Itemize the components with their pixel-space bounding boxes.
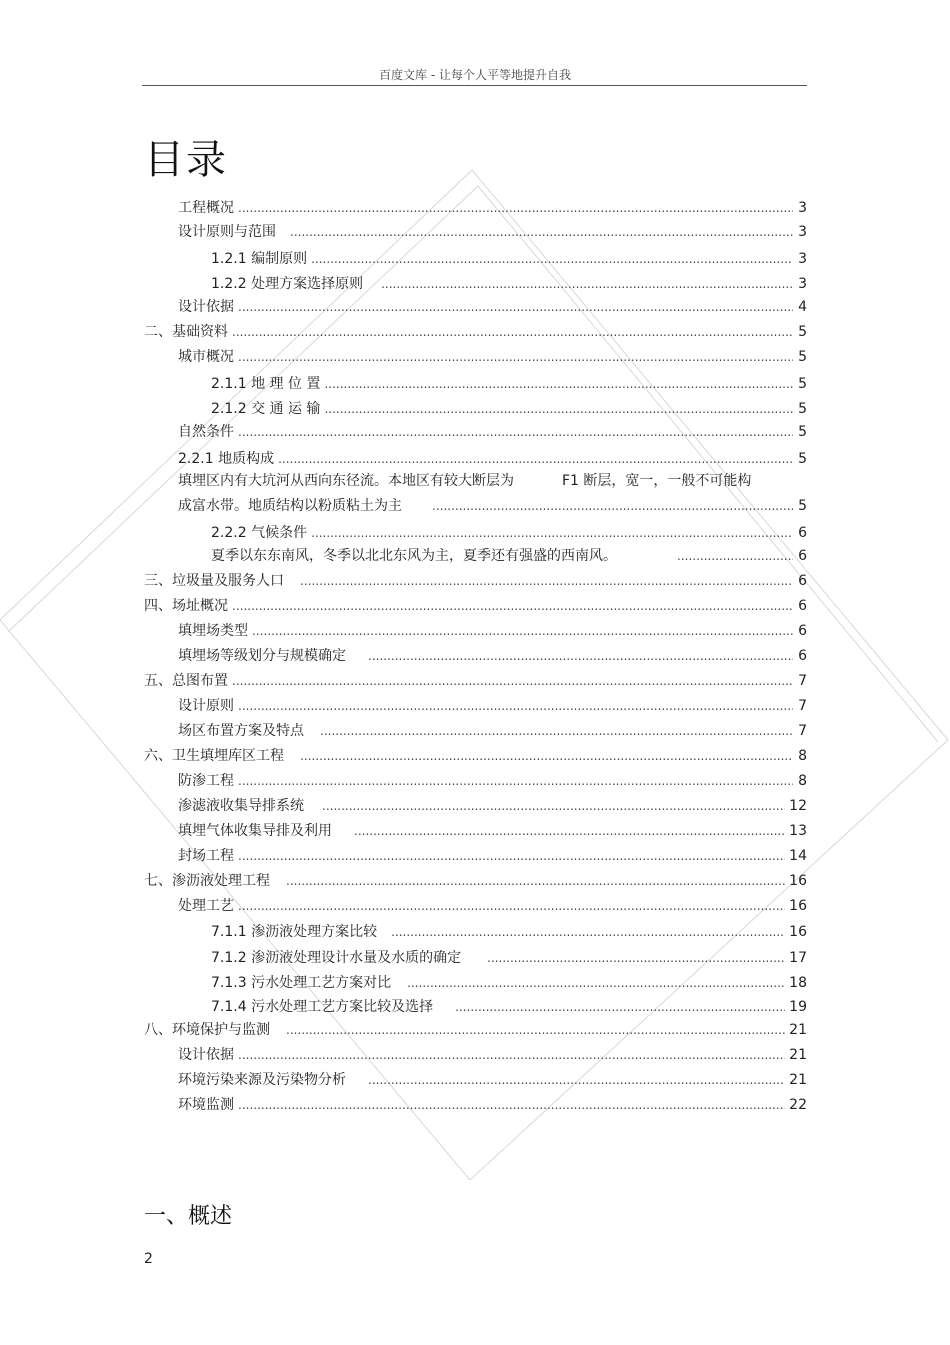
toc-entry-label: 7.1.3 污水处理工艺方案对比	[211, 975, 392, 991]
toc-entry-page: 5	[798, 498, 807, 514]
toc-entry-label: 自然条件	[178, 424, 234, 440]
leader-dots	[252, 624, 793, 638]
toc-entry[interactable]	[144, 670, 807, 690]
toc-entry-page: 8	[798, 773, 807, 789]
toc-entry-page: 3	[798, 224, 807, 240]
toc-entry-label: 设计原则与范围	[178, 224, 276, 240]
toc-title: 目录	[144, 137, 228, 183]
leader-dots	[320, 724, 793, 738]
toc-entry[interactable]	[211, 972, 807, 992]
toc-entry-label: 二、基础资料	[144, 324, 228, 340]
toc-entry-label: 四、场址概况	[144, 598, 228, 614]
toc-entry-label: 1.2.2 处理方案选择原则	[211, 276, 364, 292]
leader-dots	[238, 350, 793, 364]
toc-entry[interactable]	[178, 620, 807, 640]
toc-entry[interactable]	[178, 448, 807, 468]
toc-entry-label: 渗滤液收集导排系统	[178, 798, 304, 814]
toc-entry-label: 设计原则	[178, 698, 234, 714]
leader-dots	[278, 452, 793, 466]
leader-dots	[290, 225, 793, 239]
page-header: 百度文库 - 让每个人平等地提升自我	[379, 68, 571, 82]
toc-entry-page: 6	[798, 623, 807, 639]
leader-dots	[286, 1023, 785, 1037]
toc-entry-page: 3	[798, 276, 807, 292]
leader-dots	[432, 499, 793, 513]
toc-entry-page: 5	[798, 376, 807, 392]
leader-dots	[300, 574, 793, 588]
toc-entry-label: 填埋场类型	[178, 623, 248, 639]
leader-dots	[232, 599, 793, 613]
toc-entry-page: 12	[789, 798, 807, 814]
toc-entry-page: 7	[798, 673, 807, 689]
toc-entry-label: 场区布置方案及特点	[178, 723, 304, 739]
toc-entry-page: 16	[789, 924, 807, 940]
toc-entry-label: 封场工程	[178, 848, 234, 864]
toc-entry[interactable]	[211, 996, 807, 1016]
toc-entry-label: 五、总图布置	[144, 673, 228, 689]
paragraph-text-right: F1 断层，宽一，一般不可能构	[562, 473, 752, 489]
toc-entry-page: 22	[789, 1097, 807, 1113]
leader-dots	[238, 300, 793, 314]
section-heading: 一、概述	[144, 1204, 233, 1229]
toc-entry[interactable]	[178, 495, 807, 515]
toc-entry-page: 3	[798, 200, 807, 216]
toc-entry-label: 填埋场等级划分与规模确定	[178, 648, 346, 664]
toc-entry[interactable]	[211, 947, 807, 967]
toc-entry-page: 21	[789, 1047, 807, 1063]
toc-entry[interactable]	[211, 545, 807, 565]
toc-entry-label: 八、环境保护与监测	[144, 1022, 270, 1038]
toc-entry-page: 8	[798, 748, 807, 764]
toc-entry-page: 16	[789, 898, 807, 914]
toc-entry[interactable]	[144, 1019, 807, 1039]
page-number: 2	[144, 1251, 153, 1267]
toc-entry-label: 设计依据	[178, 1047, 234, 1063]
leader-dots	[407, 976, 785, 990]
toc-entry[interactable]	[178, 197, 807, 217]
toc-entry-page: 7	[798, 723, 807, 739]
toc-entry[interactable]	[211, 398, 807, 418]
toc-entry-page: 19	[789, 999, 807, 1015]
toc-entry-label: 环境污染来源及污染物分析	[178, 1072, 346, 1088]
toc-entry[interactable]	[178, 296, 807, 316]
toc-entry[interactable]	[211, 248, 807, 268]
toc-entry[interactable]	[211, 373, 807, 393]
toc-entry[interactable]	[144, 570, 807, 590]
paragraph-line	[178, 470, 751, 490]
leader-dots	[238, 899, 785, 913]
toc-entry[interactable]	[178, 770, 807, 790]
leader-dots	[677, 549, 793, 563]
leader-dots	[487, 951, 785, 965]
toc-entry-page: 21	[789, 1072, 807, 1088]
toc-entry[interactable]	[178, 221, 807, 241]
leader-dots	[324, 402, 793, 416]
toc-entry-page: 5	[798, 401, 807, 417]
toc-entry[interactable]	[178, 720, 807, 740]
toc-entry-page: 21	[789, 1022, 807, 1038]
paragraph-text-left: 填埋区内有大坑河从西向东径流。本地区有较大断层为	[178, 473, 514, 489]
toc-entry-page: 3	[798, 251, 807, 267]
toc-entry-page: 6	[798, 525, 807, 541]
toc-entry-label: 2.1.2 交 通 运 输	[211, 401, 321, 417]
leader-dots	[232, 325, 793, 339]
leader-dots	[238, 849, 785, 863]
toc-entry[interactable]	[178, 795, 807, 815]
toc-entry-label: 处理工艺	[178, 898, 234, 914]
leader-dots	[238, 699, 793, 713]
toc-entry-label: 工程概况	[178, 200, 234, 216]
toc-entry-page: 18	[789, 975, 807, 991]
toc-entry-label: 7.1.2 渗沥液处理设计水量及水质的确定	[211, 950, 462, 966]
toc-entry[interactable]	[178, 820, 807, 840]
toc-entry-page: 17	[789, 950, 807, 966]
leader-dots	[238, 1098, 785, 1112]
toc-entry[interactable]	[178, 695, 807, 715]
toc-entry-label: 三、垃圾量及服务人口	[144, 573, 284, 589]
toc-entry-label: 环境监测	[178, 1097, 234, 1113]
leader-dots	[238, 774, 793, 788]
toc-entry-page: 6	[798, 548, 807, 564]
leader-dots	[368, 1073, 785, 1087]
toc-entry[interactable]	[178, 645, 807, 665]
toc-entry-label: 城市概况	[178, 349, 234, 365]
leader-dots	[286, 874, 785, 888]
leader-dots	[238, 201, 793, 215]
toc-entry-label: 2.2.1 地质构成	[178, 451, 275, 467]
toc-entry-label: 1.2.1 编制原则	[211, 251, 308, 267]
toc-entry-label: 7.1.1 渗沥液处理方案比较	[211, 924, 378, 940]
toc-entry-label: 7.1.4 污水处理工艺方案比较及选择	[211, 999, 434, 1015]
toc-entry[interactable]	[178, 346, 807, 366]
toc-entry-label: 设计依据	[178, 299, 234, 315]
toc-entry-label: 填埋气体收集导排及利用	[178, 823, 332, 839]
toc-entry-label: 成富水带。地质结构以粉质粘土为主	[178, 498, 402, 514]
toc-entry-page: 16	[789, 873, 807, 889]
toc-entry[interactable]	[211, 273, 807, 293]
leader-dots	[238, 425, 793, 439]
leader-dots	[300, 749, 793, 763]
toc-entry[interactable]	[178, 1069, 807, 1089]
leader-dots	[322, 799, 785, 813]
leader-dots	[238, 1048, 785, 1062]
toc-entry-label: 2.2.2 气候条件	[211, 525, 308, 541]
leader-dots	[232, 674, 793, 688]
leader-dots	[368, 649, 793, 663]
toc-entry-page: 5	[798, 324, 807, 340]
toc-entry-label: 七、渗沥液处理工程	[144, 873, 270, 889]
toc-entry[interactable]	[178, 421, 807, 441]
toc-entry-page: 5	[798, 424, 807, 440]
toc-entry[interactable]	[144, 745, 807, 765]
toc-entry-page: 5	[798, 451, 807, 467]
leader-dots	[391, 925, 785, 939]
toc-entry-page: 5	[798, 349, 807, 365]
toc-entry[interactable]	[178, 895, 807, 915]
toc-entry-label: 六、卫生填埋库区工程	[144, 748, 284, 764]
leader-dots	[311, 252, 793, 266]
toc-entry-page: 13	[789, 823, 807, 839]
toc-entry-page: 6	[798, 648, 807, 664]
toc-entry[interactable]	[211, 522, 807, 542]
toc-entry[interactable]	[144, 595, 807, 615]
toc-entry[interactable]	[178, 1094, 807, 1114]
toc-entry-label: 防渗工程	[178, 773, 234, 789]
toc-entry-page: 7	[798, 698, 807, 714]
leader-dots	[324, 377, 793, 391]
toc-entry[interactable]	[211, 921, 807, 941]
leader-dots	[354, 824, 785, 838]
toc-entry[interactable]	[178, 1044, 807, 1064]
leader-dots	[455, 1000, 785, 1014]
leader-dots	[311, 526, 793, 540]
toc-entry[interactable]	[178, 845, 807, 865]
leader-dots	[381, 277, 793, 291]
toc-entry-page: 6	[798, 573, 807, 589]
toc-entry[interactable]	[144, 870, 807, 890]
toc-entry-label: 2.1.1 地 理 位 置	[211, 376, 321, 392]
toc-entry-page: 4	[798, 299, 807, 315]
toc-entry-page: 6	[798, 598, 807, 614]
toc-entry[interactable]	[144, 321, 807, 341]
toc-entry-page: 14	[789, 848, 807, 864]
toc-entry-label: 夏季以东东南风，冬季以北北东风为主，夏季还有强盛的西南风。	[211, 548, 617, 564]
